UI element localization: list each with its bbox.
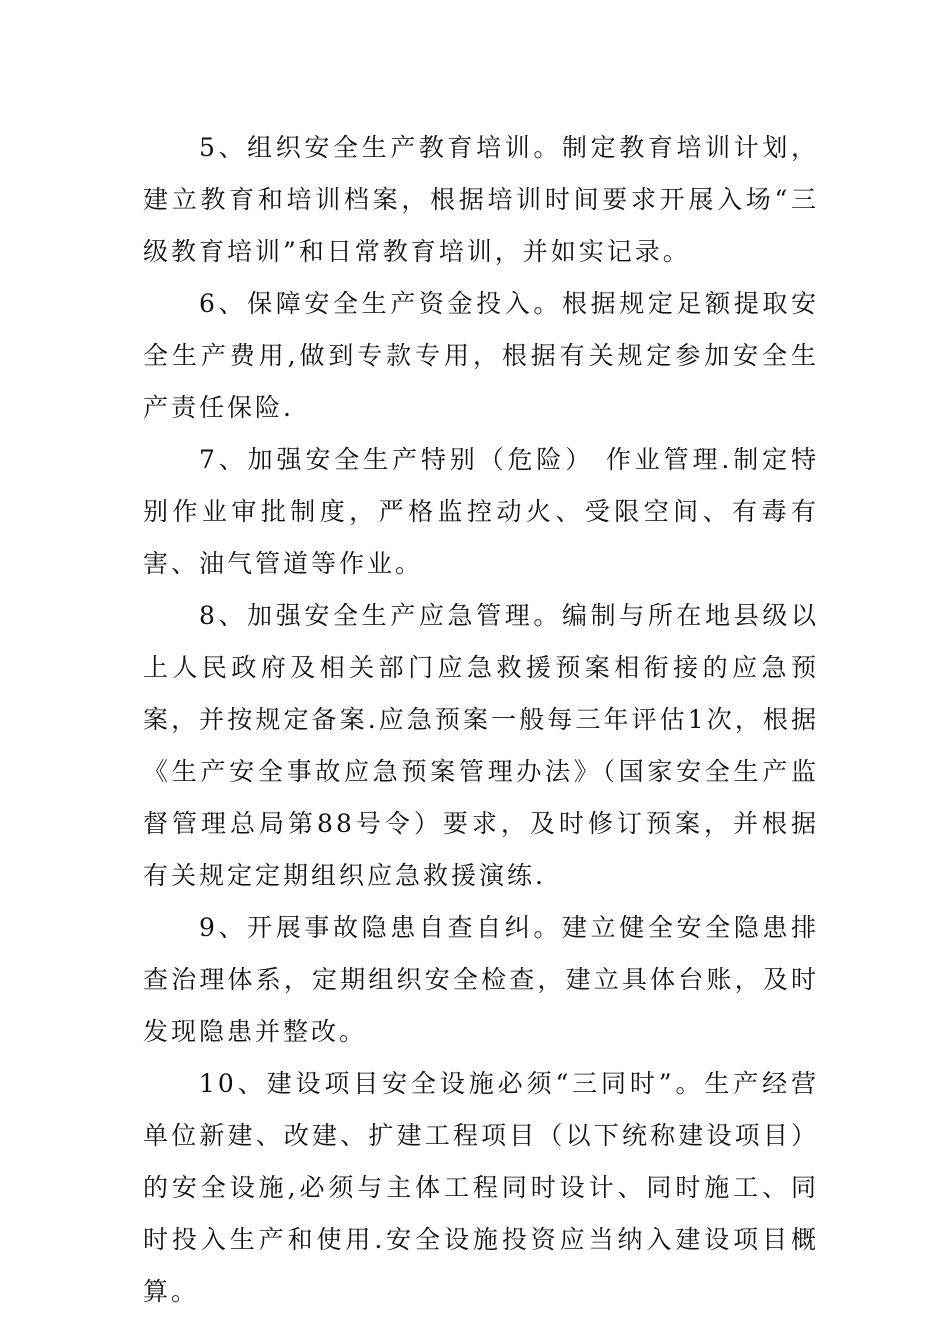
paragraph-item-6: 6、保障安全生产资金投入。根据规定足额提取安全生产费用,做到专款专用，根据有关规定参加安全生产责任保险. [143,289,819,422]
document-page [143,122,819,1318]
paragraph-item-7: 7、加强安全生产特别（危险） 作业管理.制定特别作业审批制度，严格监控动火、受限空间、有毒有害、油气管道等作业。 [143,445,819,578]
paragraph-item-5: 5、组织安全生产教育培训。制定教育培训计划，建立教育和培训档案，根据培训时间要求开展入场“三级教育培训”和日常教育培训，并如实记录。 [143,133,819,266]
paragraph-item-9: 9、开展事故隐患自查自纠。建立健全安全隐患排查治理体系，定期组织安全检查，建立具体台账，及时发现隐患并整改。 [143,913,819,1046]
paragraph-item-8: 8、加强安全生产应急管理。编制与所在地县级以上人民政府及相关部门应急救援预案相衔接的应急预案，并按规定备案.应急预案一般每三年评估1次，根据《生产安全事故应急预案管理办法》（国家安全生产监督管理总局第88号令）要求，及时修订预案，并根据有关规定定期组织应急救援演练. [143,601,819,890]
paragraph-item-10: 10、建设项目安全设施必须“三同时”。生产经营单位新建、改建、扩建工程项目（以下统称建设项目）的安全设施,必须与主体工程同时设计、同时施工、同时投入生产和使用.安全设施投资应当纳入建设项目概算。 [143,1069,819,1306]
